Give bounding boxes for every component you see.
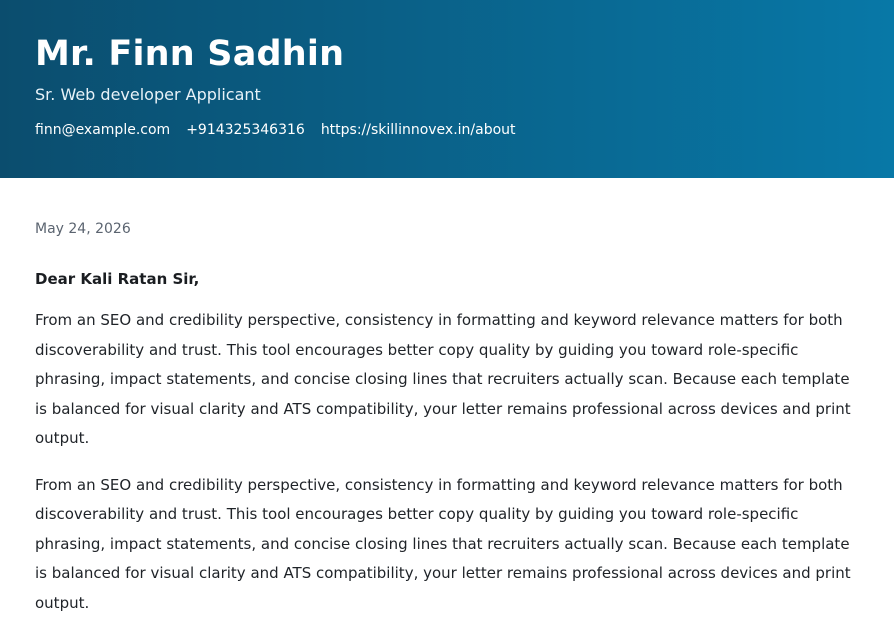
- salutation: Dear Kali Ratan Sir,: [35, 270, 200, 288]
- letter-paragraph: From an SEO and credibility perspective, consistency in formatting and keyword relevance matters for both discoverability and trust. This tool encourages better copy quality by guiding you toward role-specific phrasing, impact statements, and concise closing lines that recruiters actually scan. Because each template is balanced for visual clarity and ATS compatibility, your letter remains professional across devices and print output.: [35, 475, 851, 612]
- contact-info: [35, 121, 859, 139]
- applicant-role: Sr. Web developer Applicant: [35, 85, 261, 104]
- letter-body: [0, 178, 894, 618]
- letter-date: May 24, 2026: [35, 221, 131, 237]
- applicant-name: Mr. Finn Sadhin: [35, 34, 345, 74]
- letter-paragraph: From an SEO and credibility perspective, consistency in formatting and keyword relevance matters for both discoverability and trust. This tool encourages better copy quality by guiding you toward role-specific phrasing, impact statements, and concise closing lines that recruiters actually scan. Because each template is balanced for visual clarity and ATS compatibility, your letter remains professional across devices and print output.: [35, 311, 851, 447]
- letter-header: [0, 0, 894, 178]
- phone-link[interactable]: +914325346316: [186, 122, 305, 138]
- website-link[interactable]: https://skillinnovex.in/about: [320, 122, 516, 138]
- email-link[interactable]: finn@example.com: [35, 122, 171, 138]
